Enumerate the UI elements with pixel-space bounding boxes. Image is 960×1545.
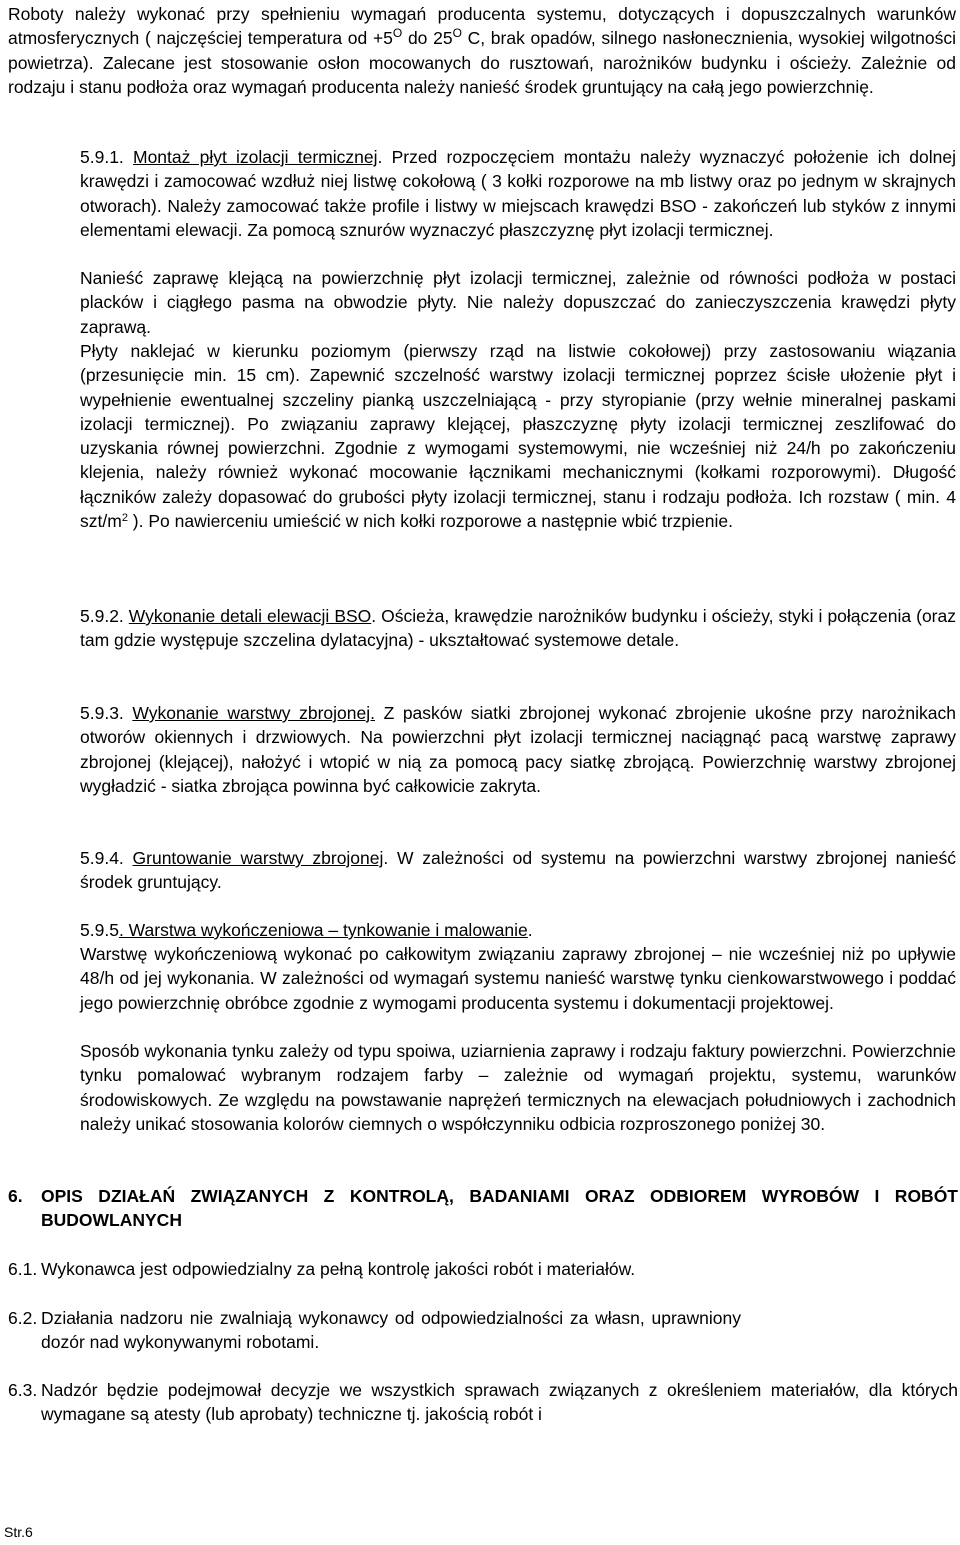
section-title: OPIS DZIAŁAŃ ZWIĄZANYCH Z KONTROLĄ, BADANIAMI ORAZ ODBIOREM WYROBÓW I ROBÓT BUDOWLANYCH [41, 1186, 958, 1231]
page-number: Str.6 [4, 1524, 33, 1540]
item-text: Działania nadzoru nie zwalniają wykonawcy od odpowiedzialności za własn, uprawniony dozór nad wykonywanymi robotami. [41, 1308, 741, 1353]
item-text: Nadzór będzie podejmował decyzje we wszystkich sprawach związanych z określeniem materiałów, dla których wymagane są atesty (lub aprobaty) techniczne tj. jakością robót i [41, 1380, 958, 1425]
section-6-heading [8, 1184, 958, 1233]
section-5-9-1-paragraph: 5.9.1. Montaż płyt izolacji termicznej. Przed rozpoczęciem montażu należy wyznaczyć położenie ich dolnej krawędzi i zamocować wzdłuż niej listwę cokołową ( 3 kołki rozporowe na mb listwy oraz po jednym w skrajnych otworach). Należy zamocować także profile i listwy w miejscach krawędzi BSO - zakończeń lub styków z innymi elementami elewacji. Za pomocą sznurów wyznaczyć płaszczyznę płyt izolacji termicznej. [80, 147, 956, 240]
section-5-9-5-paragraph: Warstwę wykończeniową wykonać po całkowitym związaniu zaprawy zbrojonej – nie wcześniej niż po upływie 48/h od jej wykonania. W zależności od wymagań systemu nanieść warstwę tynku cienkowarstwowego i poddać jego powierzchnię obróbce zgodnie z wymogami producenta systemu i dokumentacji projektowej. [80, 944, 956, 1013]
section-title: Wykonanie warstwy zbrojonej. [132, 703, 375, 723]
item-number: 6.1. [8, 1259, 38, 1279]
section-number: 5.9.1. [80, 147, 133, 167]
item-number: 6.3. [8, 1380, 38, 1400]
degree-symbol: O [452, 26, 462, 41]
section-5-9-1-paragraph-2: Nanieść zaprawę klejącą na powierzchnię płyt izolacji termicznej, zależnie od równości podłoża w postaci placków i ciągłego pasma na obwodzie płyty. Nie należy dopuszczać do zanieczyszczenia krawędzi płyty zaprawą. [80, 268, 956, 337]
list-item [8, 1257, 958, 1281]
section-title: Gruntowanie warstwy zbrojonej [132, 848, 384, 868]
degree-symbol: O [392, 26, 403, 41]
item-number: 6.2. [8, 1308, 38, 1328]
section-number: 5.9.4. [80, 848, 133, 868]
section-title: Montaż płyt izolacji termicznej [133, 147, 378, 167]
section-5-9-3-paragraph: 5.9.3. Wykonanie warstwy zbrojonej. Z pasków siatki zbrojonej wykonać zbrojenie ukośne przy narożnikach otworów okiennych i drzwiowych. Na powierzchni płyt izolacji termicznej naciągnąć pacą warstwę zaprawy zbrojonej (klejącej), nałożyć i wtopić w nią za pomocą pacy siatkę zbrojącą. Powierzchnię warstwy zbrojonej wygładzić - siatka zbrojąca powinna być całkowicie zakryta. [80, 703, 956, 796]
section-number: 6. [8, 1186, 23, 1206]
section-number: 5.9.2. [80, 606, 129, 626]
section-title: Wykonanie detali elewacji BSO [128, 606, 372, 626]
section-number: 5.9.3. [80, 703, 133, 723]
list-item [8, 1378, 958, 1427]
section-title: . Warstwa wykończeniowa – tynkowanie i malowanie [118, 920, 528, 940]
section-5-9-4-paragraph: 5.9.4. Gruntowanie warstwy zbrojonej. W zależności od systemu na powierzchni warstwy zbrojonej nanieść środek gruntujący. [80, 848, 956, 893]
item-text: Wykonawca jest odpowiedzialny za pełną kontrolę jakości robót i materiałów. [41, 1259, 636, 1279]
section-5-9-1-paragraph-3: Płyty naklejać w kierunku poziomym (pierwszy rząd na listwie cokołowej) przy zastosowaniu wiązania (przesunięcie min. 15 cm). Zapewnić szczelność warstwy izolacji termicznej poprzez ścisłe ułożenie płyt i wypełnienie ewentualnej szczeliny pianką uszczelniającą - przy styropianie (przy wełnie mineralnej paskami izolacji termicznej). Po związaniu zaprawy klejącej, płaszczyznę płyty izolacji termicznej zeszlifować do uzyskania równej powierzchni. Zgodnie z wymogami systemowymi, nie wcześniej niż 24/h po zakończeniu klejenia, należy również wykonać mocowanie łącznikami mechanicznymi (kołkami rozporowymi). Długość łączników zależy dopasować do grubości płyty izolacji termicznej, stanu i rodzaju podłoża. Ich rozstaw ( min. 4 szt/$m^2$ ). Po nawierceniu umieścić w nich kołki rozporowe a następnie wbić trzpienie. [80, 341, 956, 532]
list-item [8, 1306, 958, 1355]
section-number: 5.9.5 [80, 920, 119, 940]
intro-paragraph: Roboty należy wykonać przy spełnieniu wymagań producenta systemu, dotyczących i dopuszczalnych warunków atmosferycznych ( najczęściej temperatura od $+5^O$ do $25^O$ C, brak opadów, silnego nasłonecznienia, wysokiej wilgotności powietrza). Zalecane jest stosowanie osłon mocowanych do rusztowań, narożników budynku i ościeży. Zależnie od rodzaju i stanu podłoża oraz wymagań producenta należy nanieść środek gruntujący na całą jego powierzchnię. [8, 4, 957, 97]
section-5-9-5-paragraph-2: Sposób wykonania tynku zależy od typu spoiwa, uziarnienia zaprawy i rodzaju faktury powierzchni. Powierzchnie tynku pomalować wybranym rodzajem farby – zależnie od wymagań projektu, systemu, warunków środowiskowych. Ze względu na powstawanie naprężeń termicznych na elewacjach południowych i zachodnich należy unikać stosowania kolorów ciemnych o współczynniku odbicia rozproszonego poniżej 30. [80, 1041, 956, 1134]
section-5-9-5-heading: 5.9.5. Warstwa wykończeniowa – tynkowanie i malowanie. [80, 920, 533, 940]
section-5-9-2-paragraph: 5.9.2. Wykonanie detali elewacji BSO. Ościeża, krawędzie narożników budynku i ościeży, styki i połączenia (oraz tam gdzie występuje szczelina dylatacyjna) - ukształtować systemowe detale. [80, 606, 956, 651]
superscript: 2 [121, 512, 128, 525]
